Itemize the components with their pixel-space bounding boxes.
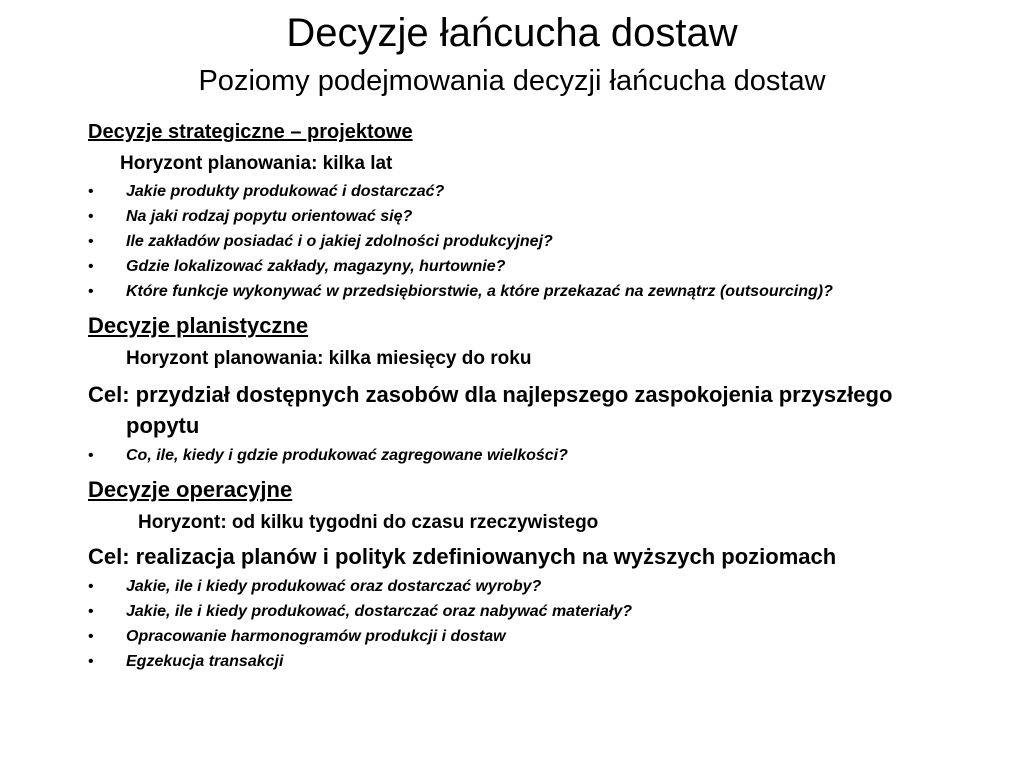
strategic-heading: Decyzje strategiczne – projektowe xyxy=(88,121,413,143)
bullet-symbol: • xyxy=(88,283,94,300)
planning-horizon: Horyzont planowania: kilka miesięcy do roku xyxy=(126,348,532,369)
bullet-text: Na jaki rodzaj popytu orientować się? xyxy=(126,208,413,225)
strategic-bullet xyxy=(88,181,988,203)
bullet-symbol: • xyxy=(88,208,94,225)
strategic-bullet xyxy=(88,256,988,278)
strategic-bullet xyxy=(88,231,988,253)
bullet-symbol: • xyxy=(88,233,94,250)
bullet-symbol: • xyxy=(88,603,94,620)
bullet-symbol: • xyxy=(88,628,94,645)
bullet-text: Co, ile, kiedy i gdzie produkować zagregowane wielkości? xyxy=(126,447,568,464)
bullet-symbol: • xyxy=(88,183,94,200)
operational-bullet xyxy=(88,601,988,623)
operational-goal: Cel: realizacja planów i polityk zdefiniowanych na wyższych poziomach xyxy=(88,544,837,569)
operational-heading: Decyzje operacyjne xyxy=(88,477,293,502)
bullet-text: Opracowanie harmonogramów produkcji i dostaw xyxy=(126,628,506,645)
strategic-horizon: Horyzont planowania: kilka lat xyxy=(120,153,393,174)
bullet-text: Jakie produkty produkować i dostarczać? xyxy=(126,183,445,200)
bullet-text: Jakie, ile i kiedy produkować oraz dostarczać wyroby? xyxy=(126,578,542,595)
strategic-bullet xyxy=(88,206,988,228)
bullet-text: Które funkcje wykonywać w przedsiębiorstwie, a które przekazać na zewnątrz (outsourcing)? xyxy=(126,283,833,300)
bullet-symbol: • xyxy=(88,653,94,670)
planning-heading: Decyzje planistyczne xyxy=(88,313,309,338)
bullet-symbol: • xyxy=(88,578,94,595)
operational-bullet xyxy=(88,651,988,673)
slide-content xyxy=(88,118,988,676)
slide-subtitle: Poziomy podejmowania decyzji łańcucha dostaw xyxy=(198,65,826,97)
bullet-symbol: • xyxy=(88,447,94,464)
bullet-symbol: • xyxy=(88,258,94,275)
bullet-text: Ile zakładów posiadać i o jakiej zdolności produkcyjnej? xyxy=(126,233,553,250)
planning-bullet xyxy=(88,445,988,467)
bullet-text: Egzekucja transakcji xyxy=(126,653,284,670)
operational-bullet xyxy=(88,626,988,648)
planning-goal: Cel: przydział dostępnych zasobów dla najlepszego zaspokojenia przyszłego popytu xyxy=(88,382,893,438)
operational-horizon: Horyzont: od kilku tygodni do czasu rzeczywistego xyxy=(138,512,599,533)
slide-title: Decyzje łańcucha dostaw xyxy=(286,11,738,55)
bullet-text: Jakie, ile i kiedy produkować, dostarczać oraz nabywać materiały? xyxy=(126,603,632,620)
bullet-text: Gdzie lokalizować zakłady, magazyny, hurtownie? xyxy=(126,258,506,275)
operational-bullet xyxy=(88,576,988,598)
strategic-bullet xyxy=(88,281,906,303)
